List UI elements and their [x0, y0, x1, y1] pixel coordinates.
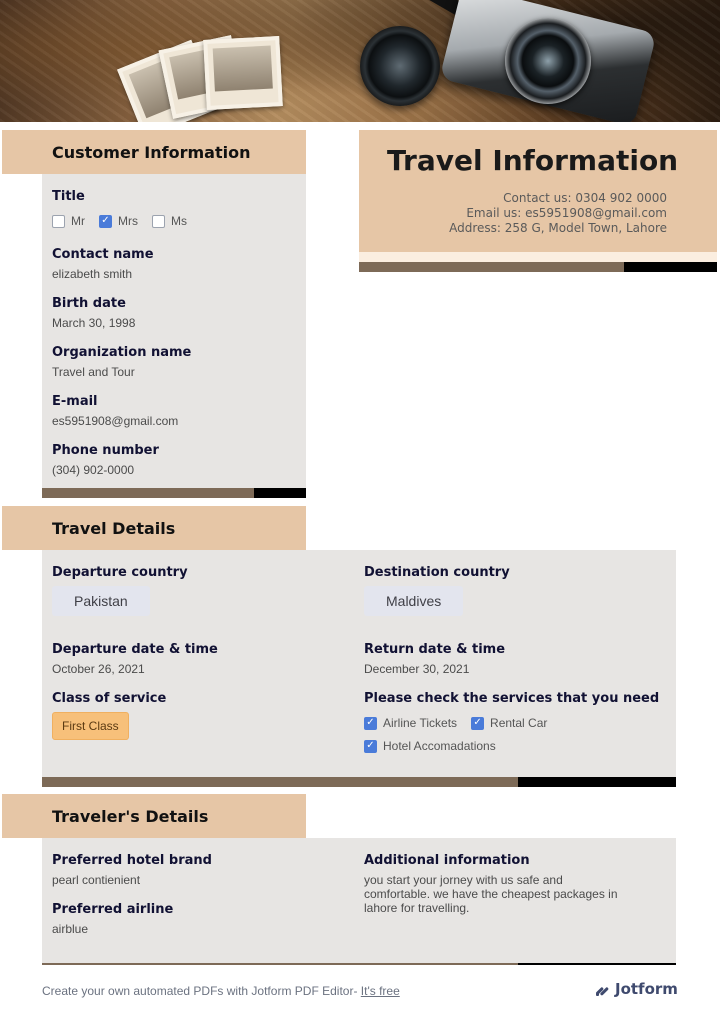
polaroid-photo: [203, 36, 283, 110]
contact-us-line: Contact us: 0304 902 0000: [503, 191, 667, 205]
travel-information-card: [359, 130, 717, 252]
accent-bar: [42, 777, 676, 787]
rental-car-checkbox[interactable]: ✓: [471, 717, 484, 730]
contact-name-label: Contact name: [52, 247, 154, 262]
additional-info-label: Additional information: [364, 853, 530, 868]
hotel-brand-value: pearl contienient: [52, 873, 141, 887]
jotform-icon: [594, 981, 610, 997]
title-label: Title: [52, 189, 85, 204]
hotel-accomodations-checkbox[interactable]: ✓: [364, 740, 377, 753]
customer-information-header: Customer Information: [2, 130, 306, 174]
title-option-label: Mrs: [118, 214, 138, 228]
jotform-logo-text: Jotform: [615, 980, 678, 998]
footer-text: [42, 984, 400, 998]
address-line: Address: 258 G, Model Town, Lahore: [449, 221, 667, 235]
birth-date-label: Birth date: [52, 296, 126, 311]
services-label: Please check the services that you need: [364, 691, 660, 706]
footer-divider: [42, 963, 676, 965]
email-value: es5951908@gmail.com: [52, 414, 179, 428]
jotform-logo[interactable]: [594, 980, 678, 998]
title-mrs-checkbox[interactable]: ✓: [99, 215, 112, 228]
phone-label: Phone number: [52, 443, 159, 458]
travel-details-header: Travel Details: [2, 506, 306, 550]
services-row: [364, 716, 561, 730]
class-of-service-label: Class of service: [52, 691, 167, 706]
service-option-label: Airline Tickets: [383, 716, 458, 730]
airline-tickets-checkbox[interactable]: ✓: [364, 717, 377, 730]
services-row: [364, 739, 510, 753]
departure-country-value: Pakistan: [52, 586, 150, 616]
destination-country-label: Destination country: [364, 565, 510, 580]
airline-label: Preferred airline: [52, 902, 174, 917]
title-options: [52, 214, 201, 228]
travel-information-title: Travel Information: [387, 144, 679, 177]
title-option-label: Ms: [171, 214, 187, 228]
camera-lens-icon: [360, 26, 440, 106]
contact-name-value: elizabeth smith: [52, 267, 133, 281]
email-us-line: Email us: es5951908@gmail.com: [466, 206, 667, 220]
header-banner-image: [0, 0, 720, 122]
organization-label: Organization name: [52, 345, 192, 360]
class-of-service-value[interactable]: First Class: [52, 712, 129, 740]
accent-bar: [359, 262, 717, 272]
organization-value: Travel and Tour: [52, 365, 135, 379]
phone-value: (304) 902-0000: [52, 463, 135, 477]
return-datetime-value: December 30, 2021: [364, 662, 470, 676]
destination-country-value: Maldives: [364, 586, 463, 616]
footer-free-link[interactable]: It's free: [360, 984, 400, 998]
departure-datetime-value: October 26, 2021: [52, 662, 145, 676]
birth-date-value: March 30, 1998: [52, 316, 136, 330]
travelers-details-header: Traveler's Details: [2, 794, 306, 838]
airline-value: airblue: [52, 922, 89, 936]
return-datetime-label: Return date & time: [364, 642, 506, 657]
email-label: E-mail: [52, 394, 98, 409]
title-mr-checkbox[interactable]: [52, 215, 65, 228]
accent-bar: [42, 488, 306, 498]
title-option-label: Mr: [71, 214, 85, 228]
footer-promo-text: Create your own automated PDFs with Jotform PDF Editor-: [42, 984, 361, 998]
service-option-label: Rental Car: [490, 716, 548, 730]
additional-info-value: you start your jorney with us safe and comfortable. we have the cheapest packages in lahore for travelling.: [364, 873, 618, 915]
camera-lens-icon: [505, 18, 591, 104]
departure-country-label: Departure country: [52, 565, 188, 580]
title-ms-checkbox[interactable]: [152, 215, 165, 228]
info-card-strip: [359, 252, 717, 262]
departure-datetime-label: Departure date & time: [52, 642, 218, 657]
hotel-brand-label: Preferred hotel brand: [52, 853, 212, 868]
service-option-label: Hotel Accomadations: [383, 739, 496, 753]
